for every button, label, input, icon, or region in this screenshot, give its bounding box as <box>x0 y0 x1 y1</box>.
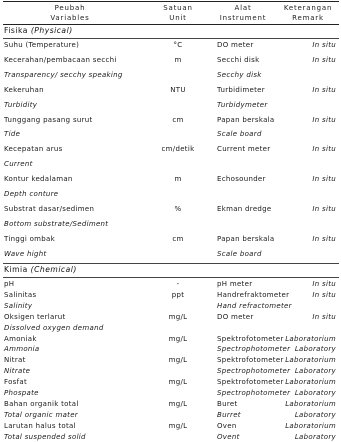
instrument-cell: DO meter <box>217 312 254 321</box>
instrument-cell: Spectrophotometer <box>217 345 291 354</box>
table-row <box>0 129 341 139</box>
table-row <box>0 204 341 214</box>
instrument-cell: Ovent <box>217 432 240 441</box>
variable-cell: Total suspended solid <box>4 432 86 441</box>
variable-cell: Kontur kedalaman <box>4 175 73 184</box>
instrument-cell: Papan berskala <box>217 115 275 124</box>
remark-cell: In situ <box>312 204 336 213</box>
remark-cell: In situ <box>312 280 336 288</box>
header-unit-label: Satuan <box>163 4 193 12</box>
table-row <box>0 344 341 354</box>
instrument-cell: pH meter <box>217 280 253 288</box>
table-row <box>0 279 341 289</box>
variable-cell: pH <box>4 280 15 288</box>
header-bottom-rule <box>3 24 339 25</box>
header-unit <box>148 3 208 23</box>
unit-cell: % <box>174 204 182 213</box>
instrument-cell: Echosounder <box>217 175 266 184</box>
section-rule-physical <box>3 38 339 39</box>
remark-cell: In situ <box>312 290 336 299</box>
remark-cell: Laboratory <box>294 367 336 376</box>
table-row <box>0 301 341 311</box>
variable-cell: Transparency/ secchy speaking <box>4 70 123 79</box>
table-row <box>0 399 341 409</box>
remark-cell: In situ <box>312 234 336 243</box>
variable-cell: Salinitas <box>4 290 37 299</box>
variable-cell: Amoniak <box>4 334 37 343</box>
header-remark-sub: Remark <box>292 14 324 22</box>
table-row <box>0 70 341 80</box>
unit-cell: mg/L <box>168 421 188 430</box>
table-row <box>0 249 341 259</box>
variable-cell: Bahan organik total <box>4 399 79 408</box>
remark-cell: In situ <box>312 145 336 154</box>
variable-cell: Tunggang pasang surut <box>4 115 93 124</box>
variable-cell: Total organic mater <box>4 410 78 419</box>
table-row <box>0 410 341 420</box>
table-row <box>0 219 341 229</box>
header-instrument <box>208 3 278 23</box>
table-row <box>0 159 341 169</box>
remark-cell: In situ <box>312 41 336 49</box>
variable-cell: Oksigen terlarut <box>4 312 66 321</box>
instrument-cell: Turbidimeter <box>217 85 265 94</box>
unit-cell: mg/L <box>168 378 188 387</box>
unit-cell: - <box>176 280 180 288</box>
variable-cell: Ammonia <box>4 345 40 354</box>
table-row <box>0 421 341 431</box>
header-remark <box>276 3 340 23</box>
remark-cell: Laboratorium <box>285 378 336 387</box>
variable-cell: Turbidity <box>4 100 38 109</box>
remark-cell: Laboratory <box>294 432 336 441</box>
table-row <box>0 377 341 387</box>
variable-cell: Suhu (Temperature) <box>4 41 80 49</box>
remark-cell: In situ <box>312 175 336 184</box>
variable-cell: Current <box>4 160 33 169</box>
instrument-cell: Spektrofotometer <box>217 334 284 343</box>
table-row <box>0 189 341 199</box>
instrument-cell: Ekman dredge <box>217 204 272 213</box>
remark-cell: Laboratorium <box>285 356 336 365</box>
header-unit-sub: Unit <box>169 14 187 22</box>
unit-cell: mg/L <box>168 399 188 408</box>
section-title-chemical <box>4 265 77 275</box>
unit-cell: cm <box>172 115 184 124</box>
table-row <box>0 366 341 376</box>
variable-cell: Kecepatan arus <box>4 145 63 154</box>
instrument-cell: Handrefraktometer <box>217 290 290 299</box>
variable-cell: Substrat dasar/sedimen <box>4 204 95 213</box>
header-remark-label: Keterangan <box>283 4 333 12</box>
table-row <box>0 355 341 365</box>
remark-cell: Laboratory <box>294 410 336 419</box>
variable-cell: Dissolved oxygen demand <box>4 323 104 332</box>
remark-cell: Laboratorium <box>285 421 336 430</box>
table-row <box>0 40 341 50</box>
instrument-cell: Scale board <box>217 249 262 258</box>
instrument-cell: Spektrofotometer <box>217 356 284 365</box>
instrument-cell: Spectrophotometer <box>217 367 291 376</box>
instrument-cell: Secchi disk <box>217 55 260 64</box>
variable-cell: Wave hight <box>4 249 47 258</box>
unit-cell: cm/detik <box>161 145 195 154</box>
unit-cell: m <box>174 55 182 64</box>
remark-cell: Laboratory <box>294 389 336 397</box>
instrument-cell: Current meter <box>217 145 271 154</box>
header-instrument-label: Alat <box>234 4 252 12</box>
remark-cell: In situ <box>312 312 336 321</box>
instrument-cell: Oven <box>217 421 237 430</box>
unit-cell: NTU <box>170 85 186 94</box>
table-row <box>0 174 341 184</box>
section-rule-chemical-top <box>3 263 339 264</box>
instrument-cell: Papan berskala <box>217 234 275 243</box>
table-row <box>0 85 341 95</box>
table-row <box>0 234 341 244</box>
instrument-cell: Burret <box>217 410 241 419</box>
variable-cell: Nitrate <box>4 367 31 376</box>
instrument-cell: Secchy disk <box>217 70 262 79</box>
variable-cell: Fosfat <box>4 378 28 387</box>
variable-cell: Tide <box>4 130 21 139</box>
unit-cell: °C <box>173 41 183 49</box>
instrument-cell: Turbidymeter <box>217 100 268 109</box>
header-instrument-sub: Instrument <box>219 14 267 22</box>
variable-cell: Kekeruhan <box>4 85 44 94</box>
unit-cell: m <box>174 175 182 184</box>
unit-cell: ppt <box>171 290 185 299</box>
variable-cell: Depth conture <box>4 190 59 198</box>
table-top-rule <box>3 1 339 2</box>
remark-cell: Laboratorium <box>285 334 336 343</box>
variable-cell: Kecerahan/pembacaan secchi <box>4 55 117 64</box>
remark-cell: In situ <box>312 115 336 124</box>
instrument-cell: Scale board <box>217 130 262 139</box>
variable-cell: Phospate <box>4 389 39 397</box>
table-row <box>0 100 341 110</box>
section-title-physical-id: Fisika <box>4 26 28 35</box>
header-variables-label: Peubah <box>54 4 86 12</box>
remark-cell: In situ <box>312 55 336 64</box>
variable-cell: Larutan halus total <box>4 421 76 430</box>
unit-cell: mg/L <box>168 356 188 365</box>
section-title-physical-en: (Physical) <box>30 26 73 35</box>
table-row <box>0 144 341 154</box>
header-variables-sub: Variables <box>50 14 90 22</box>
section-title-chemical-en: (Chemical) <box>30 265 77 274</box>
instrument-cell: Buret <box>217 399 238 408</box>
table-row <box>0 334 341 344</box>
variable-cell: Bottom substrate/Sediment <box>4 219 109 228</box>
remark-cell: Laboratory <box>294 345 336 354</box>
table-row <box>0 55 341 65</box>
table-row <box>0 115 341 125</box>
unit-cell: mg/L <box>168 312 188 321</box>
unit-cell: cm <box>172 234 184 243</box>
remark-cell: In situ <box>312 85 336 94</box>
unit-cell: mg/L <box>168 334 188 343</box>
instrument-cell: Spectrophotometer <box>217 389 291 397</box>
instrument-cell: DO meter <box>217 41 254 49</box>
variable-cell: Tinggi ombak <box>4 234 55 243</box>
variable-cell: Salinity <box>4 301 33 310</box>
section-title-chemical-id: Kimia <box>4 265 28 274</box>
remark-cell: Laboratorium <box>285 399 336 408</box>
header-variables <box>20 3 120 23</box>
section-title-physical <box>4 26 73 36</box>
section-rule-chemical <box>3 277 339 278</box>
table-row <box>0 312 341 322</box>
instrument-cell: Spektrofotometer <box>217 378 284 387</box>
table-row <box>0 323 341 333</box>
table-row <box>0 290 341 300</box>
instrument-cell: Hand refractometer <box>217 301 292 310</box>
variable-cell: Nitrat <box>4 356 26 365</box>
table-row <box>0 388 341 398</box>
